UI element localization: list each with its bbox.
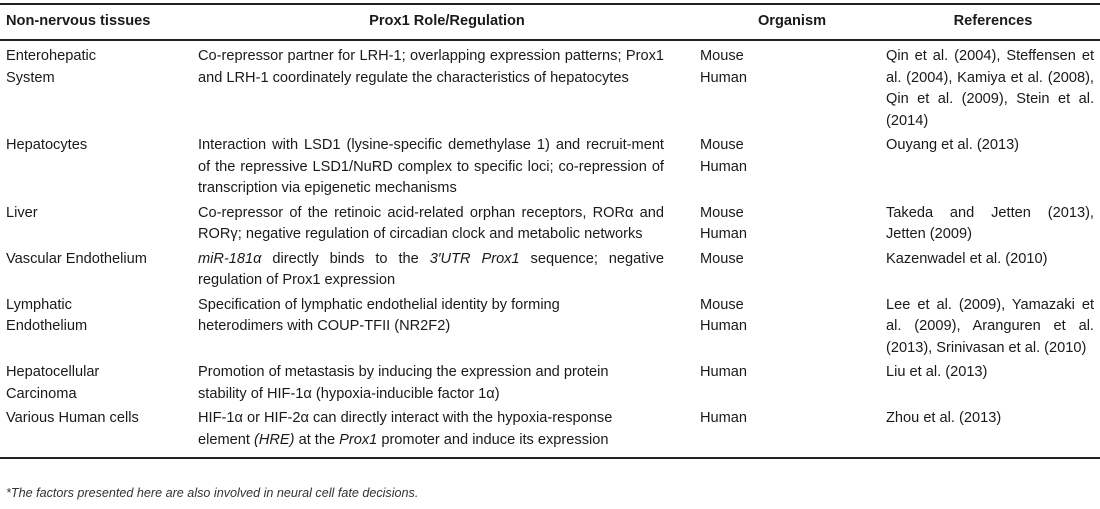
reference-line: (2013), Srinivasan et al. (2010) <box>886 339 1087 356</box>
role-text: at the <box>294 431 340 448</box>
tissue-line: Enterohepatic <box>6 48 97 64</box>
references-cell <box>886 200 1100 246</box>
tissue-cell <box>0 405 196 458</box>
references-cell <box>886 292 1100 360</box>
organism-cell <box>698 405 886 458</box>
role-cell <box>196 246 698 292</box>
column-header-references: References <box>886 4 1100 40</box>
column-header-tissues: Non-nervous tissues <box>0 4 196 40</box>
role-line: stability of HIF-1α (hypoxia-inducible factor 1α) <box>198 385 500 402</box>
reference-line: et al. (2009), Aranguren et al. <box>886 296 1094 334</box>
references-cell <box>886 40 1100 132</box>
organism-cell <box>698 200 886 246</box>
role-line: Co-repressor of the retinoic acid-related orphan receptors, RORα <box>198 204 634 221</box>
tissue-cell <box>0 40 196 132</box>
tissue-cell <box>0 200 196 246</box>
tissue-line: Lymphatic <box>6 296 72 313</box>
tissue-cell <box>0 246 196 292</box>
role-line: regulation of Prox1 expression <box>198 272 396 288</box>
role-text: element <box>198 431 254 448</box>
role-line: and RORγ; negative regulation of circadian clock and metabolic <box>198 204 664 242</box>
organism-cell <box>698 359 886 405</box>
references-cell <box>886 246 1100 292</box>
role-cell <box>196 292 698 360</box>
role-prox1-text: Prox1 <box>339 431 378 448</box>
organism-line: Mouse <box>700 296 744 313</box>
role-utr-text: 3′UTR Prox1 <box>429 250 520 267</box>
references-cell <box>886 132 1100 200</box>
organism-line: Human <box>700 410 748 426</box>
reference-line: Jetten (2009) <box>886 226 972 242</box>
role-line: heterodimers with COUP-TFII (NR2F2) <box>198 318 451 334</box>
role-text: directly binds to the <box>261 250 430 267</box>
organism-cell <box>698 292 886 360</box>
role-line: repression of transcription via epigenetic mechanisms <box>198 158 664 196</box>
column-header-role: Prox1 Role/Regulation <box>196 4 698 40</box>
organism-cell <box>698 132 886 200</box>
role-text: promoter and induce its expression <box>377 431 609 448</box>
reference-line: (2008), Qin et al. (2009), <box>886 69 1094 107</box>
table-row <box>0 246 1100 292</box>
organism-line: Human <box>700 158 748 175</box>
reference-line: Zhou et al. (2013) <box>886 410 1002 426</box>
role-hre-text: (HRE) <box>253 431 295 448</box>
role-text: sequence; negative <box>519 250 664 267</box>
organism-cell <box>698 246 886 292</box>
tissue-cell <box>0 359 196 405</box>
references-cell <box>886 405 1100 458</box>
role-cell <box>196 359 698 405</box>
organism-line: Human <box>700 364 748 380</box>
tissue-cell <box>0 292 196 360</box>
reference-line: Takeda and Jetten (2013), <box>886 204 1094 221</box>
tissue-line: Hepatocytes <box>6 137 88 153</box>
tissue-line: Vascular Endothelium <box>6 250 147 267</box>
prox1-table <box>0 3 1100 459</box>
column-header-organism: Organism <box>698 4 886 40</box>
tissue-line: Hepatocellular <box>6 364 100 380</box>
table-row <box>0 132 1100 200</box>
role-mirna-text: miR-181α <box>198 250 262 267</box>
organism-line: Mouse <box>700 250 744 267</box>
table-row <box>0 292 1100 360</box>
reference-line: Liu et al. (2013) <box>886 364 988 380</box>
organism-line: Human <box>700 226 748 242</box>
table-header-row <box>0 4 1100 40</box>
table-footnote: *The factors presented here are also involved in neural cell fate decisions. <box>6 486 419 500</box>
reference-line: et al. (2004), Kamiya et al. <box>886 48 1095 86</box>
role-line: HIF-1α or HIF-2α can directly interact with the hypoxia-response <box>198 410 613 426</box>
role-cell <box>196 40 698 132</box>
organism-line: Mouse <box>700 48 744 64</box>
role-line: hepatocytes <box>550 69 629 86</box>
organism-cell <box>698 40 886 132</box>
role-line: ment of the repressive LSD1/NuRD complex to specific loci; co- <box>198 137 664 175</box>
organism-line: Mouse <box>700 204 744 221</box>
organism-line: Mouse <box>700 137 744 153</box>
organism-line: Human <box>700 69 748 86</box>
tissue-line: Carcinoma <box>6 385 77 402</box>
table-row <box>0 200 1100 246</box>
tissue-line: Various Human cells <box>6 410 139 426</box>
role-cell <box>196 405 698 458</box>
table-row <box>0 405 1100 458</box>
reference-line: Ouyang et al. (2013) <box>886 137 1020 153</box>
role-line: Prox1 and LRH-1 coordinately regulate the characteristics of <box>198 48 664 86</box>
table-row <box>0 359 1100 405</box>
role-line: Co-repressor partner for LRH-1; overlapping expression patterns; <box>198 48 622 64</box>
tissue-line: System <box>6 69 55 86</box>
reference-line: Stein et al. (2014) <box>886 91 1094 129</box>
reference-line: Lee et al. (2009), Yamazaki <box>886 296 1075 313</box>
tissue-line: Endothelium <box>6 318 88 334</box>
references-cell <box>886 359 1100 405</box>
role-line: networks <box>584 226 643 242</box>
role-line: Interaction with LSD1 (lysine-specific demethylase 1) and recruit- <box>198 137 632 153</box>
reference-line: Kazenwadel et al. (2010) <box>886 250 1048 267</box>
role-line: Promotion of metastasis by inducing the expression and protein <box>198 364 609 380</box>
organism-line: Human <box>700 318 748 334</box>
tissue-line: Liver <box>6 204 38 221</box>
role-cell <box>196 132 698 200</box>
reference-line: Qin et al. (2004), Steffensen <box>886 48 1076 64</box>
tissue-cell <box>0 132 196 200</box>
role-line: Specification of lymphatic endothelial identity by forming <box>198 296 560 313</box>
table-row <box>0 40 1100 132</box>
role-cell <box>196 200 698 246</box>
